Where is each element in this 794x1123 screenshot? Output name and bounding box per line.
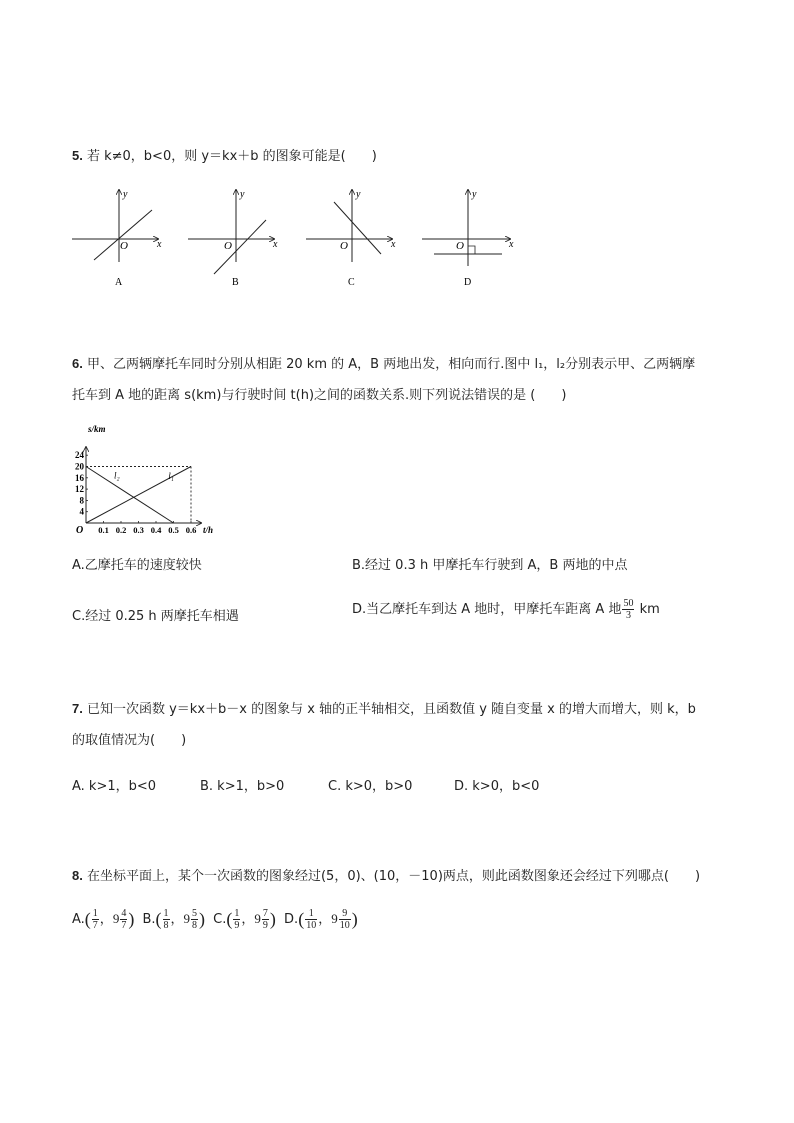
origin-label: O <box>76 525 84 536</box>
q6-option-d[interactable] <box>352 598 660 621</box>
graph-option-b <box>188 189 278 288</box>
question-6-line1 <box>72 354 695 375</box>
series-line-1 <box>86 467 191 524</box>
y-tick-label: 12 <box>75 484 84 495</box>
question-8-stem <box>72 866 700 887</box>
option-label-c: C <box>348 277 355 288</box>
x-tick-label: 0.3 <box>133 525 144 535</box>
x-axis-label: x <box>391 239 396 250</box>
q8-option-c[interactable]: C.( $\frac{1}{9}$ ，9 $\frac{7}{9}$ ) <box>213 908 276 931</box>
x-tick-label: 0.2 <box>115 525 127 535</box>
y-tick-label: 4 <box>79 506 84 517</box>
option-label-b: B <box>232 277 239 288</box>
graph-option-d <box>422 189 514 288</box>
q6-option-c[interactable]: C.经过 0.25 h 两摩托车相遇 <box>72 609 239 624</box>
origin-label: O <box>120 240 128 252</box>
x-axis-label: t/h <box>203 525 214 535</box>
question-number: 8. <box>72 868 83 883</box>
q8-option-b[interactable]: B.( $\frac{1}{8}$ ，9 $\frac{5}{8}$ ) <box>142 908 206 931</box>
q6-distance-time-chart <box>70 420 230 536</box>
y-tick-label: 8 <box>79 495 84 506</box>
x-axis-label: x <box>273 239 278 250</box>
series-label-l1: l₁ <box>168 471 174 482</box>
option-d-text: D.当乙摩托车到达 A 地时，甲摩托车距离 A 地 <box>352 602 622 617</box>
question-number: 5. <box>72 148 83 163</box>
origin-label: O <box>456 240 464 252</box>
origin-label: O <box>340 240 348 252</box>
q8-option-d[interactable]: D.( $\frac{1}{10}$ ，9 $\frac{9}{10}$ ) <box>284 908 358 931</box>
y-tick-label: 24 <box>75 450 84 461</box>
y-axis-label: y <box>356 189 361 200</box>
option-label-a: A <box>115 277 123 288</box>
question-text: 在坐标平面上，某个一次函数的图象经过(5，0)、(10，－10)两点，则此函数图象还会经过下列哪点( ) <box>86 869 701 884</box>
question-number: 7. <box>72 701 83 716</box>
question-text: 已知一次函数 y＝kx＋b－x 的图象与 x 轴的正半轴相交，且函数值 y 随自变量 x 的增大而增大，则 k，b <box>86 702 696 717</box>
x-tick-label: 0.4 <box>150 525 162 535</box>
graph-option-a <box>72 189 162 288</box>
y-tick-label: 20 <box>75 461 84 472</box>
y-axis-label: s/km <box>88 424 106 434</box>
y-tick-label: 16 <box>75 472 84 483</box>
unit: km <box>639 602 660 617</box>
option-label-d: D <box>464 277 472 288</box>
q8-option-a[interactable]: A.( $\frac{1}{7}$ ，9 $\frac{4}{7}$ ) <box>72 908 135 931</box>
question-text: 若 k≠0，b<0，则 y＝kx＋b 的图象可能是( ) <box>86 149 377 164</box>
question-5-stem <box>72 146 377 167</box>
question-7-line2: 的取值情况为( ) <box>72 733 187 748</box>
x-tick-label: 0.6 <box>185 525 197 535</box>
series-label-l2: l₂ <box>114 470 120 481</box>
q8-options <box>72 908 358 931</box>
y-axis-label: y <box>472 189 477 200</box>
q5-graph-options <box>66 184 526 294</box>
question-number: 6. <box>72 356 83 371</box>
y-axis-label: y <box>123 189 128 200</box>
question-6-line2: 托车到 A 地的距离 s(km)与行驶时间 t(h)之间的函数关系.则下列说法错误的是 ( ) <box>72 388 567 403</box>
question-7-line1 <box>72 699 696 720</box>
series-line-2 <box>86 467 174 524</box>
fraction: $\frac{50}{3}$ <box>623 598 634 621</box>
q7-option-a[interactable]: A. k>1，b<0 <box>72 779 157 794</box>
q6-option-a[interactable]: A.乙摩托车的速度较快 <box>72 558 202 573</box>
origin-label: O <box>224 240 232 252</box>
y-axis-label: y <box>240 189 245 200</box>
question-text: 甲、乙两辆摩托车同时分别从相距 20 km 的 A，B 两地出发，相向而行.图中 l₁，l₂分别表示甲、乙两辆摩 <box>86 357 696 372</box>
x-tick-label: 0.5 <box>168 525 179 535</box>
q6-option-b[interactable]: B.经过 0.3 h 甲摩托车行驶到 A，B 两地的中点 <box>352 558 628 573</box>
q7-option-b[interactable]: B. k>1，b>0 <box>200 779 285 794</box>
q7-option-c[interactable]: C. k>0，b>0 <box>328 779 413 794</box>
x-axis-label: x <box>509 239 514 250</box>
x-axis-label: x <box>157 239 162 250</box>
graph-option-c <box>306 189 396 288</box>
q7-option-d[interactable]: D. k>0，b<0 <box>454 779 540 794</box>
x-tick-label: 0.1 <box>98 525 109 535</box>
